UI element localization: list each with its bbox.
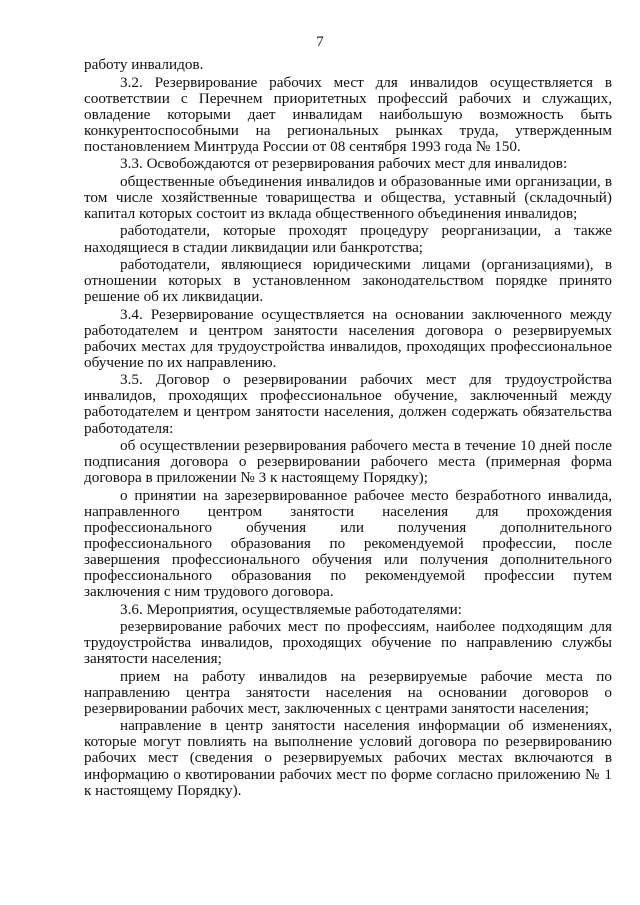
paragraph-3-5: 3.5. Договор о резервировании рабочих мест для трудоустройства инвалидов, проходящих профессиональное обучение, заключенный между работодателем и центром занятости населения, должен содержать обязательства работодателя: [84,371,612,437]
paragraph-3-6: 3.6. Мероприятия, осуществляемые работодателями: [120,600,462,618]
list-item-public-associations: общественные объединения инвалидов и образованные ими организации, в том числе хозяйственные товарищества и общества, уставный (складочный) капитал которых состоит из вклада общественного объединения инвалидов; [84,172,612,222]
list-item-reserving-jobs: резервирование рабочих мест по профессиям, наиболее подходящим для трудоустройства инвалидов, проходящих обучение по направлению службы занятости населения; [84,618,612,668]
list-item-information-referral: направление в центр занятости населения информации об изменениях, которые могут повлиять на выполнение условий договора по резервированию рабочих мест (сведения о резервируемых рабочих местах включаются в информацию о квотировании рабочих мест по форме согласно приложению № 1 к настоящему Порядку). [84,717,612,799]
list-item-reorganization: работодатели, которые проходят процедуру реорганизации, а также находящиеся в стадии ликвидации или банкротства; [84,222,612,256]
paragraph-3-2: 3.2. Резервирование рабочих мест для инвалидов осуществляется в соответствии с Перечнем приоритетных профессий рабочих и служащих, овладение которыми дает инвалидам наибольшую возможность быть конкурентоспособными на региональных рынках труда, утвержденным постановлением Минтруда России от 08 сентября 1993 года № 150. [84,73,612,155]
list-item-hiring-obligation: о принятии на зарезервированное рабочее место безработного инвалида, направленного центром занятости населения для прохождения профессионального обучения или получения дополнительного профессионального образования по рекомендуемой профессии, после завершения профессионального обучения или получения дополнительного профессионального образования по рекомендуемой профессии путем заключения с ним трудового договора. [84,486,612,600]
document-body [84,57,612,799]
paragraph-3-3: 3.3. Освобождаются от резервирования рабочих мест для инвалидов: [120,155,568,173]
paragraph-3-4: 3.4. Резервирование осуществляется на основании заключенного между работодателем и центром занятости населения договора о резервируемых рабочих местах для трудоустройства инвалидов, проходящих профессиональное обучение по их направлению. [84,305,612,371]
page-number: 7 [316,34,324,50]
list-item-hiring-disabled: прием на работу инвалидов на резервируемые рабочие места по направлению центра занятости населения на основании договоров о резервировании рабочих мест, заключенных с центрами занятости населения; [84,667,612,717]
list-item-reservation-term: об осуществлении резервирования рабочего места в течение 10 дней после подписания договора о резервировании рабочего места (примерная форма договора в приложении № 3 к настоящему Порядку); [84,437,612,487]
paragraph-continuation: работу инвалидов. [84,56,204,73]
list-item-liquidation: работодатели, являющиеся юридическими лицами (организациями), в отношении которых в установленном законодательством порядке принято решение об их ликвидации. [84,256,612,306]
